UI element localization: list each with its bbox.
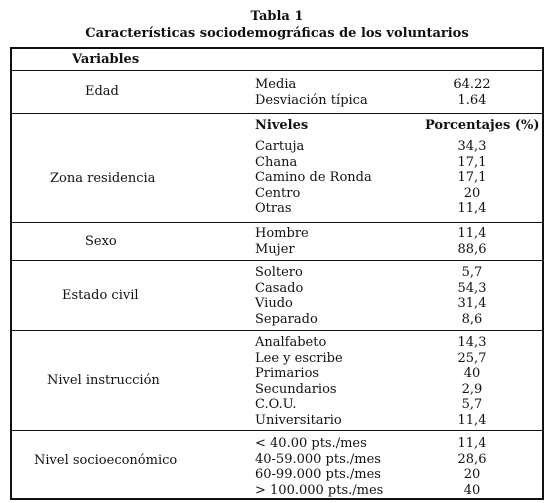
socio-level-label: 60-99.000 pts./mes xyxy=(255,467,381,483)
sexo-level-label: Hombre xyxy=(255,226,309,241)
edad-media-label: Media xyxy=(255,77,297,92)
zona-level-label: Chana xyxy=(255,154,298,170)
porcentajes-header: Porcentajes (%) xyxy=(425,118,540,133)
socio-level-label: > 100.000 pts./mes xyxy=(255,482,384,498)
instruccion-percentage-value: 25,7 xyxy=(457,350,487,366)
zona-level-label: Otras xyxy=(255,201,292,216)
instruccion-percentage-value: 14,3 xyxy=(457,335,487,350)
civil-percentage-value: 5,7 xyxy=(461,265,483,280)
socio-percentage-value: 28,6 xyxy=(457,451,487,467)
rule-under-edad xyxy=(10,113,544,114)
sexo-label: Sexo xyxy=(85,234,117,249)
socio-level-label: < 40.00 pts./mes xyxy=(255,436,367,451)
zona-percentage-value: 34,3 xyxy=(457,139,487,154)
edad-media-value: 64.22 xyxy=(453,77,491,92)
civil-level-label: Soltero xyxy=(255,265,303,280)
instruccion-percentage-value: 11,4 xyxy=(457,413,487,428)
sexo-percentage-value: 11,4 xyxy=(457,226,487,241)
civil-level-label: Viudo xyxy=(255,296,293,311)
instruccion-level-label: Secundarios xyxy=(255,381,337,397)
rule-under-variables xyxy=(10,70,544,71)
sexo-percentage-value: 88,6 xyxy=(457,241,487,257)
variables-header: Variables xyxy=(72,52,140,67)
instruccion-level-label: Universitario xyxy=(255,413,342,428)
table-number: Tabla 1 xyxy=(250,9,304,24)
instruccion-level-label: Analfabeto xyxy=(255,335,327,350)
civil-percentage-value: 8,6 xyxy=(461,311,483,327)
instruccion-level-label: C.O.U. xyxy=(255,397,297,413)
instruccion-percentage-value: 2,9 xyxy=(461,381,483,397)
rule-under-instruccion xyxy=(10,430,544,431)
socio-percentage-value: 40 xyxy=(463,482,481,498)
socio-label: Nivel socioeconómico xyxy=(34,453,178,468)
rule-under-zona xyxy=(10,222,544,223)
edad-sd-label: Desviación típica xyxy=(255,93,368,108)
sexo-level-label: Mujer xyxy=(255,241,295,257)
zona-level-label: Centro xyxy=(255,185,301,201)
instruccion-percentage-value: 5,7 xyxy=(461,397,483,413)
instruccion-percentage-value: 40 xyxy=(463,366,481,382)
edad-sd-value: 1.64 xyxy=(457,93,487,108)
civil-level-label: Separado xyxy=(255,311,318,327)
socio-percentage-value: 20 xyxy=(463,467,481,483)
civil-percentage-value: 31,4 xyxy=(457,296,487,311)
zona-level-label: Camino de Ronda xyxy=(255,170,372,185)
civil-percentage-value: 54,3 xyxy=(457,280,487,296)
zona-percentage-value: 17,1 xyxy=(457,170,487,185)
rule-under-sexo xyxy=(10,260,544,261)
zona-percentage-value: 20 xyxy=(463,185,481,201)
niveles-header: Niveles xyxy=(255,118,309,133)
civil-level-label: Casado xyxy=(255,280,304,296)
edad-label: Edad xyxy=(85,84,119,99)
instruccion-label: Nivel instrucción xyxy=(47,373,160,388)
rule-under-civil xyxy=(10,330,544,331)
civil-label: Estado civil xyxy=(62,288,139,303)
zona-label: Zona residencia xyxy=(50,171,156,186)
instruccion-level-label: Lee y escribe xyxy=(255,350,343,366)
socio-level-label: 40-59.000 pts./mes xyxy=(255,451,381,467)
instruccion-level-label: Primarios xyxy=(255,366,320,382)
table-title: Características sociodemográficas de los voluntarios xyxy=(85,26,469,41)
zona-level-label: Cartuja xyxy=(255,139,305,154)
zona-percentage-value: 17,1 xyxy=(457,154,487,170)
zona-percentage-value: 11,4 xyxy=(457,201,487,216)
socio-percentage-value: 11,4 xyxy=(457,436,487,451)
